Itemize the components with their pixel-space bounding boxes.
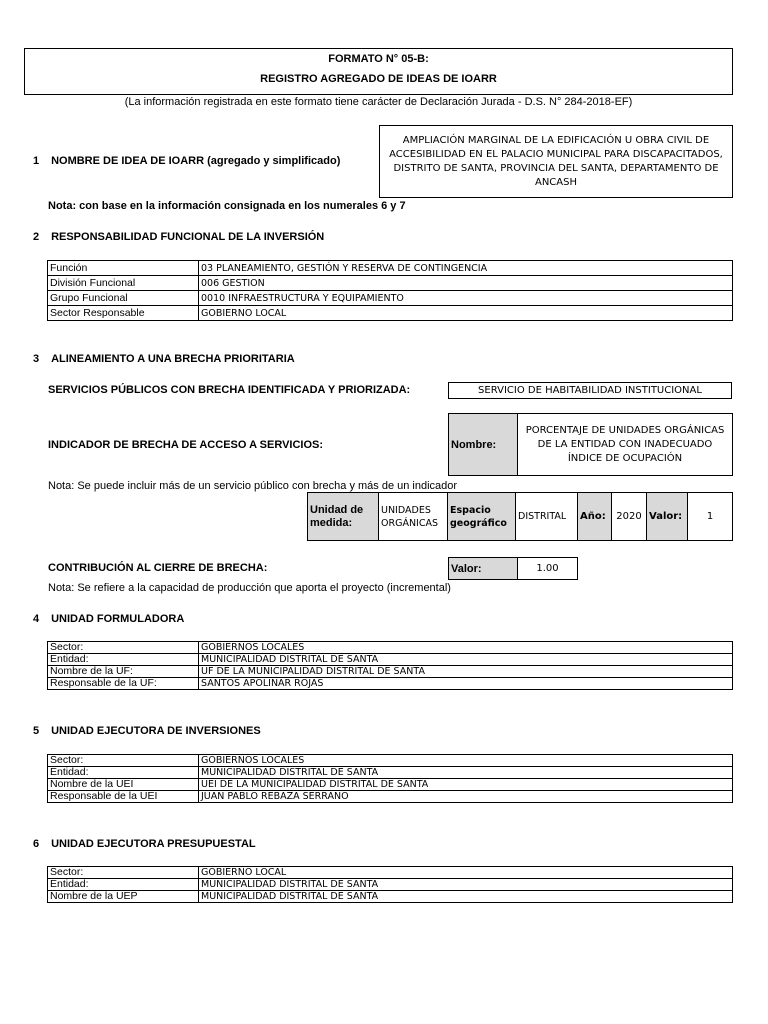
header-note: (La información registrada en este formato tiene carácter de Declaración Jurada - D.S. N° 284-2018-EF) (124, 96, 633, 108)
s3-unidad-value-cell (378, 492, 448, 541)
s3-valor-value-cell (687, 492, 733, 541)
s3-unidad-label: Unidad de medida: (310, 503, 364, 529)
s3-title: ALINEAMIENTO A UNA BRECHA PRIORITARIA (51, 353, 295, 365)
table-row (48, 276, 733, 291)
table-row (48, 666, 733, 678)
s6-value: MUNICIPALIDAD DISTRITAL DE SANTA (199, 879, 733, 891)
s4-label: Responsable de la UF: (48, 678, 199, 690)
s4-title: UNIDAD FORMULADORA (51, 613, 185, 625)
s6-label: Nombre de la UEP (48, 891, 199, 903)
s4-label: Nombre de la UF: (48, 666, 199, 678)
table-row (48, 755, 733, 767)
s3-number: 3 (33, 353, 40, 365)
table-row (48, 891, 733, 903)
s4-number: 4 (33, 613, 40, 625)
s3-heading (33, 353, 295, 365)
s3-valor-value: 1 (706, 511, 714, 522)
s5-label: Nombre de la UEI (48, 779, 199, 791)
s5-table (47, 754, 733, 803)
s3-anio-value: 2020 (616, 511, 642, 522)
s3-servicios-label: SERVICIOS PÚBLICOS CON BRECHA IDENTIFICADA Y PRIORIZADA: (48, 384, 411, 396)
s4-value: MUNICIPALIDAD DISTRITAL DE SANTA (199, 654, 733, 666)
s3-espacio-label: Espacio geográfico (450, 504, 507, 529)
s6-table (47, 866, 733, 903)
s1-heading (33, 155, 340, 167)
s1-idea-name (379, 125, 733, 198)
s3-contrib-valor-value-cell (517, 557, 578, 580)
s6-heading (33, 838, 256, 850)
s5-label: Responsable de la UEI (48, 791, 199, 803)
formato-label: FORMATO N° 05-B: (328, 53, 429, 65)
s5-number: 5 (33, 725, 40, 737)
s6-number: 6 (33, 838, 40, 850)
s3-valor-label-cell (646, 492, 688, 541)
s2-value: GOBIERNO LOCAL (199, 306, 733, 321)
s4-value: SANTOS APOLINAR ROJAS (199, 678, 733, 690)
s3-anio-label: Año: (580, 511, 606, 522)
s2-number: 2 (33, 231, 40, 243)
s4-label: Entidad: (48, 654, 199, 666)
s3-contrib-label: CONTRIBUCIÓN AL CIERRE DE BRECHA: (48, 562, 268, 574)
s3-valor-label: Valor: (649, 511, 683, 522)
s6-label: Entidad: (48, 879, 199, 891)
s6-value: GOBIERNO LOCAL (199, 867, 733, 879)
table-row (48, 642, 733, 654)
s2-label: Función (48, 261, 199, 276)
s2-label: División Funcional (48, 276, 199, 291)
s3-servicios-text: SERVICIO DE HABITABILIDAD INSTITUCIONAL (478, 385, 702, 396)
s3-espacio-value: DISTRITAL (518, 511, 567, 522)
s3-contrib-valor-label-cell (448, 557, 518, 580)
s3-anio-value-cell (611, 492, 647, 541)
s4-value: GOBIERNOS LOCALES (199, 642, 733, 654)
s1-number: 1 (33, 155, 40, 167)
s1-note: Nota: con base en la información consignada en los numerales 6 y 7 (48, 200, 406, 212)
s2-heading (33, 231, 324, 243)
s6-title: UNIDAD EJECUTORA PRESUPUESTAL (51, 838, 256, 850)
s5-label: Sector: (48, 755, 199, 767)
s5-label: Entidad: (48, 767, 199, 779)
table-row (48, 791, 733, 803)
s3-contrib-valor-value: 1.00 (536, 563, 559, 574)
s2-title: RESPONSABILIDAD FUNCIONAL DE LA INVERSIÓN (51, 231, 325, 243)
s3-contrib-valor-label: Valor: (451, 562, 482, 575)
s3-contrib-note: Nota: Se refiere a la capacidad de producción que aporta el proyecto (incremental) (48, 582, 451, 594)
s2-label: Sector Responsable (48, 306, 199, 321)
s6-label: Sector: (48, 867, 199, 879)
table-row (48, 678, 733, 690)
s2-value: 006 GESTION (199, 276, 733, 291)
s3-anio-label-cell (577, 492, 612, 541)
s6-value: MUNICIPALIDAD DISTRITAL DE SANTA (199, 891, 733, 903)
s5-value: JUAN PABLO REBAZA SERRANO (199, 791, 733, 803)
s3-note: Nota: Se puede incluir más de un servicio público con brecha y más de un indicador (48, 480, 458, 492)
table-row (48, 654, 733, 666)
table-row (48, 879, 733, 891)
form-title: REGISTRO AGREGADO DE IDEAS DE IOARR (260, 73, 497, 85)
table-row (48, 779, 733, 791)
s3-espacio-label-cell (447, 492, 516, 541)
s3-unidad-label-cell (307, 492, 379, 541)
s5-value: UEI DE LA MUNICIPALIDAD DISTRITAL DE SANTA (199, 779, 733, 791)
s3-unidad-value: UNIDADES ORGÁNICAS (381, 504, 439, 529)
s4-table (47, 641, 733, 690)
s5-value: GOBIERNOS LOCALES (199, 755, 733, 767)
s4-heading (33, 613, 184, 625)
s5-title: UNIDAD EJECUTORA DE INVERSIONES (51, 725, 261, 737)
s3-servicios-value (448, 382, 732, 399)
s2-value: 0010 INFRAESTRUCTURA Y EQUIPAMIENTO (199, 291, 733, 306)
s2-table (47, 260, 733, 321)
s2-label: Grupo Funcional (48, 291, 199, 306)
s5-heading (33, 725, 261, 737)
table-row (48, 867, 733, 879)
header-box (24, 48, 733, 95)
s3-nombre-value: PORCENTAJE DE UNIDADES ORGÁNICAS DE LA ENTIDAD CON INADECUADO ÍNDICE DE OCUPACIÓN (525, 424, 725, 464)
s3-nombre-label: Nombre: (451, 438, 497, 451)
table-row (48, 767, 733, 779)
s3-espacio-value-cell (515, 492, 578, 541)
s1-idea-value: AMPLIACIÓN MARGINAL DE LA EDIFICACIÓN U OBRA CIVIL DE ACCESIBILIDAD EN EL PALACIO MUNICIPAL PARA DISCAPACITADOS, DISTRITO DE SANTA, PROVINCIA DEL SANTA, DEPARTAMENTO DE ANCASH (389, 135, 723, 188)
s5-value: MUNICIPALIDAD DISTRITAL DE SANTA (199, 767, 733, 779)
s3-nombre-value-cell (517, 413, 733, 476)
s4-label: Sector: (48, 642, 199, 654)
table-row (48, 261, 733, 276)
s2-value: 03 PLANEAMIENTO, GESTIÓN Y RESERVA DE CONTINGENCIA (199, 261, 733, 276)
s4-value: UF DE LA MUNICIPALIDAD DISTRITAL DE SANTA (199, 666, 733, 678)
table-row (48, 306, 733, 321)
s3-nombre-label-cell (448, 413, 518, 476)
s3-indicador-label: INDICADOR DE BRECHA DE ACCESO A SERVICIOS: (48, 439, 324, 451)
table-row (48, 291, 733, 306)
s1-label: NOMBRE DE IDEA DE IOARR (agregado y simplificado) (51, 155, 341, 167)
